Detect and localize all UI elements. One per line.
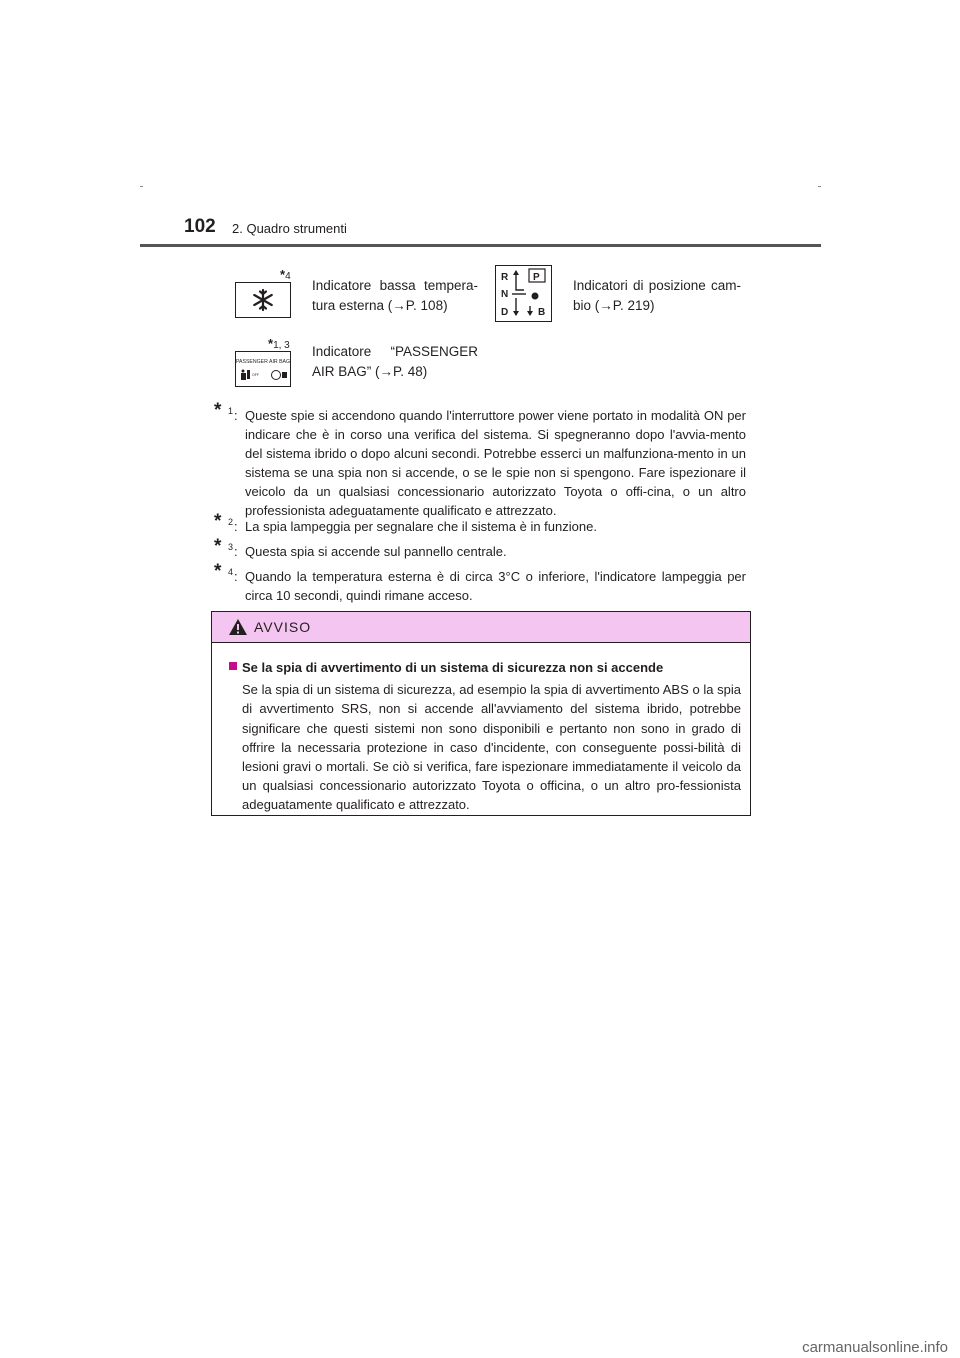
warning-title: AVVISO [254,619,312,635]
indicator-text-shift: Indicatori di posizione cam-bio (→P. 219) [573,278,741,313]
airbag-off-label: OFF [252,373,259,377]
shift-letter-b: B [538,307,546,318]
shift-letter-r: R [501,272,509,283]
square-bullet-icon [229,662,237,670]
footnote-2: * 2 : La spia lampeggia per segnalare che il sistema è in funzione. [214,511,597,534]
shift-letter-p: P [533,272,540,283]
shift-letter-d: D [501,307,509,318]
crop-mark-left [140,186,143,187]
passenger-airbag-icon [235,351,291,387]
indicator-text-airbag: Indicatore “PASSENGER AIR BAG” (→P. 48) [312,344,478,379]
header-rule [140,244,821,247]
indicator-note-star: *4 [280,267,291,282]
warning-item [229,658,741,815]
footnote-1: * 1 : Queste spie si accendono quando l'interruttore power viene portato in modalità ON per indicare che è in corso una verifica del sistema. Si spegneranno dopo l'avvia-mento del sistema ibrido o dopo alcuni secondi. Potrebbe esserci un malfunziona-mento in un sistema se una spia non si accende, o se le spie non si spengono. Fare ispezionare il veicolo da un qualsiasi concessionario autorizzato Toyota o offi-cina, o un altro professionista adeguatamente qualificato e attrezzato. [214,400,746,518]
section-title: 2. Quadro strumenti [232,221,347,236]
warning-header [212,612,750,643]
indicator-text-temperature: Indicatore bassa tempera-tura esterna (→P. 108) [312,278,478,313]
footer-watermark: carmanualsonline.info [802,1339,948,1356]
footnote-3: * 3 : Questa spia si accende sul pannello centrale. [214,536,507,559]
shift-position-icon [495,265,552,322]
footnote-4: * 4 : Quando la temperatura esterna è di circa 3°C o inferiore, l'indicatore lampeggia per circa 10 secondi, quindi rimane acceso. [214,561,746,603]
warning-box [211,611,751,816]
snowflake-icon [235,282,291,318]
page-number: 102 [184,216,216,237]
warning-item-body: Se la spia di un sistema di sicurezza, ad esempio la spia di avvertimento ABS o la spia di avvertimento SRS, non si accende all'avviamento del sistema ibrido, potrebbe significare che questi sistemi non sono disponibili e pertanto non sono in grado di offrire la necessaria protezione in caso d'incidente, con conseguente possi-bilità di lesioni gravi o mortali. Se ciò si verifica, fare ispezionare immediatamente il veicolo da un qualsiasi concessionario autorizzato Toyota o officina, o un altro pro-fessionista adeguatamente qualificato e attrezzato. [242,682,741,813]
warning-triangle-icon [228,618,248,636]
crop-mark-right [818,186,821,187]
warning-item-title: Se la spia di avvertimento di un sistema di sicurezza non si accende [229,658,741,677]
shift-letter-n: N [501,289,509,300]
airbag-icon-label: PASSENGER AIR BAG [236,359,290,365]
indicator-note-star: *1, 3 [268,336,290,351]
